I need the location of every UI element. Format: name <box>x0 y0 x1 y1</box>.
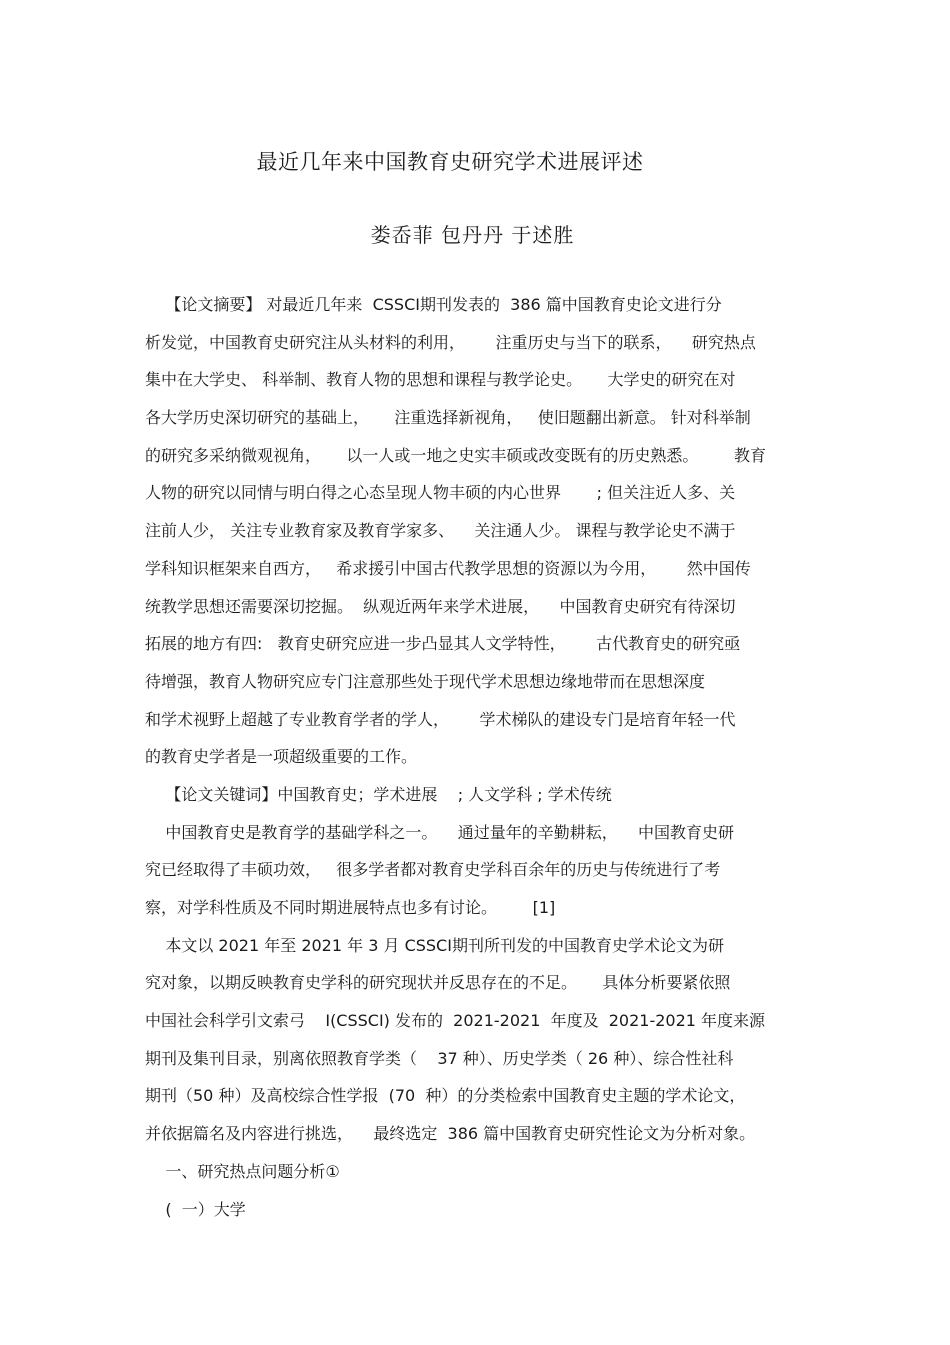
text-line: 察，对学科性质及不同时期进展特点也多有讨论。 [1] <box>145 898 556 917</box>
document-title: 最近几年来中国教育史研究学术进展评述 <box>256 150 644 174</box>
text-line: 并依据篇名及内容进行挑选， 最终选定 386 篇中国教育史研究性论文为分析对象。 <box>145 1124 756 1144</box>
section-heading: 一、研究热点问题分析① <box>145 1161 340 1181</box>
text-line: 中国教育史是教育学的基础学科之一。 通过量年的辛勤耕耘， 中国教育史研 <box>145 822 735 842</box>
authors: 娄岙菲 包丹丹 于述胜 <box>370 223 575 247</box>
body-text <box>145 292 805 1234</box>
text-line: 人物的研究以同情与明白得之心态呈现人物丰硕的内心世界 ; 但关注近人多、关 <box>145 483 736 503</box>
text-line: 究已经取得了丰硕功效， 很多学者都对教育史学科百余年的历史与传统进行了考 <box>145 860 721 880</box>
text-line: 待增强，教育人物研究应专门注意那些处于现代学术思想边缘地带而在思想深度 <box>145 671 706 691</box>
text-line: 学科知识框架来自西方， 希求援引中国古代教学思想的资源以为今用， 然中国传 <box>145 558 751 578</box>
keywords-line: 【论文关键词】中国教育史；学术进展 ; 人文学科 ; 学术传统 <box>145 784 612 804</box>
text-line: 中国社会科学引文索弓 I(CSSCI) 发布的 2021-2021 年度及 2021-2021 年度来源 <box>145 1011 766 1031</box>
text-line: 统教学思想还需要深切挖掘。 纵观近两年来学术进展， 中国教育史研究有待深切 <box>145 596 736 616</box>
text-line: 集中在大学史、 科举制、教育人物的思想和课程与教学论史。 大学史的研究在对 <box>145 370 736 390</box>
text-line: 的教育史学者是一项超级重要的工作。 <box>145 747 418 767</box>
text-line: 本文以 2021 年至 2021 年 3 月 CSSCI期刊所刊发的中国教育史学术论文为研 <box>145 935 724 955</box>
text-line: 期刊（50 种）及高校综合性学报 (70 种）的分类检索中国教育史主题的学术论文， <box>145 1086 746 1106</box>
subsection-heading: ( 一）大学 <box>145 1199 246 1219</box>
text-line: 析发觉，中国教育史研究注从头材料的利用， 注重历史与当下的联系， 研究热点 <box>145 332 756 352</box>
text-line: 究对象，以期反映教育史学科的研究现状并反思存在的不足。 具体分析要紧依照 <box>145 973 731 993</box>
text-line: 和学术视野上超越了专业教育学者的学人， 学术梯队的建设专门是培育年轻一代 <box>145 709 736 729</box>
text-line: 的研究多采纳微观视角， 以一人或一地之史实丰硕或改变既有的历史熟悉。 教育 <box>145 445 767 465</box>
text-line: 拓展的地方有四: 教育史研究应进一步凸显其人文学特性， 古代教育史的研究亟 <box>145 634 741 654</box>
text-line: 【论文摘要】 对最近几年来 CSSCI期刊发表的 386 篇中国教育史论文进行分 <box>145 295 722 314</box>
text-line: 各大学历史深切研究的基础上， 注重选择新视角， 使旧题翻出新意。 针对科举制 <box>145 408 751 428</box>
text-line: 期刊及集刊目录，别离依照教育学类（ 37 种）、历史学类（ 26 种）、综合性社科 <box>145 1048 734 1068</box>
text-line: 注前人少， 关注专业教育家及教育学家多、 关注通人少。 课程与教学论史不满于 <box>145 521 736 541</box>
